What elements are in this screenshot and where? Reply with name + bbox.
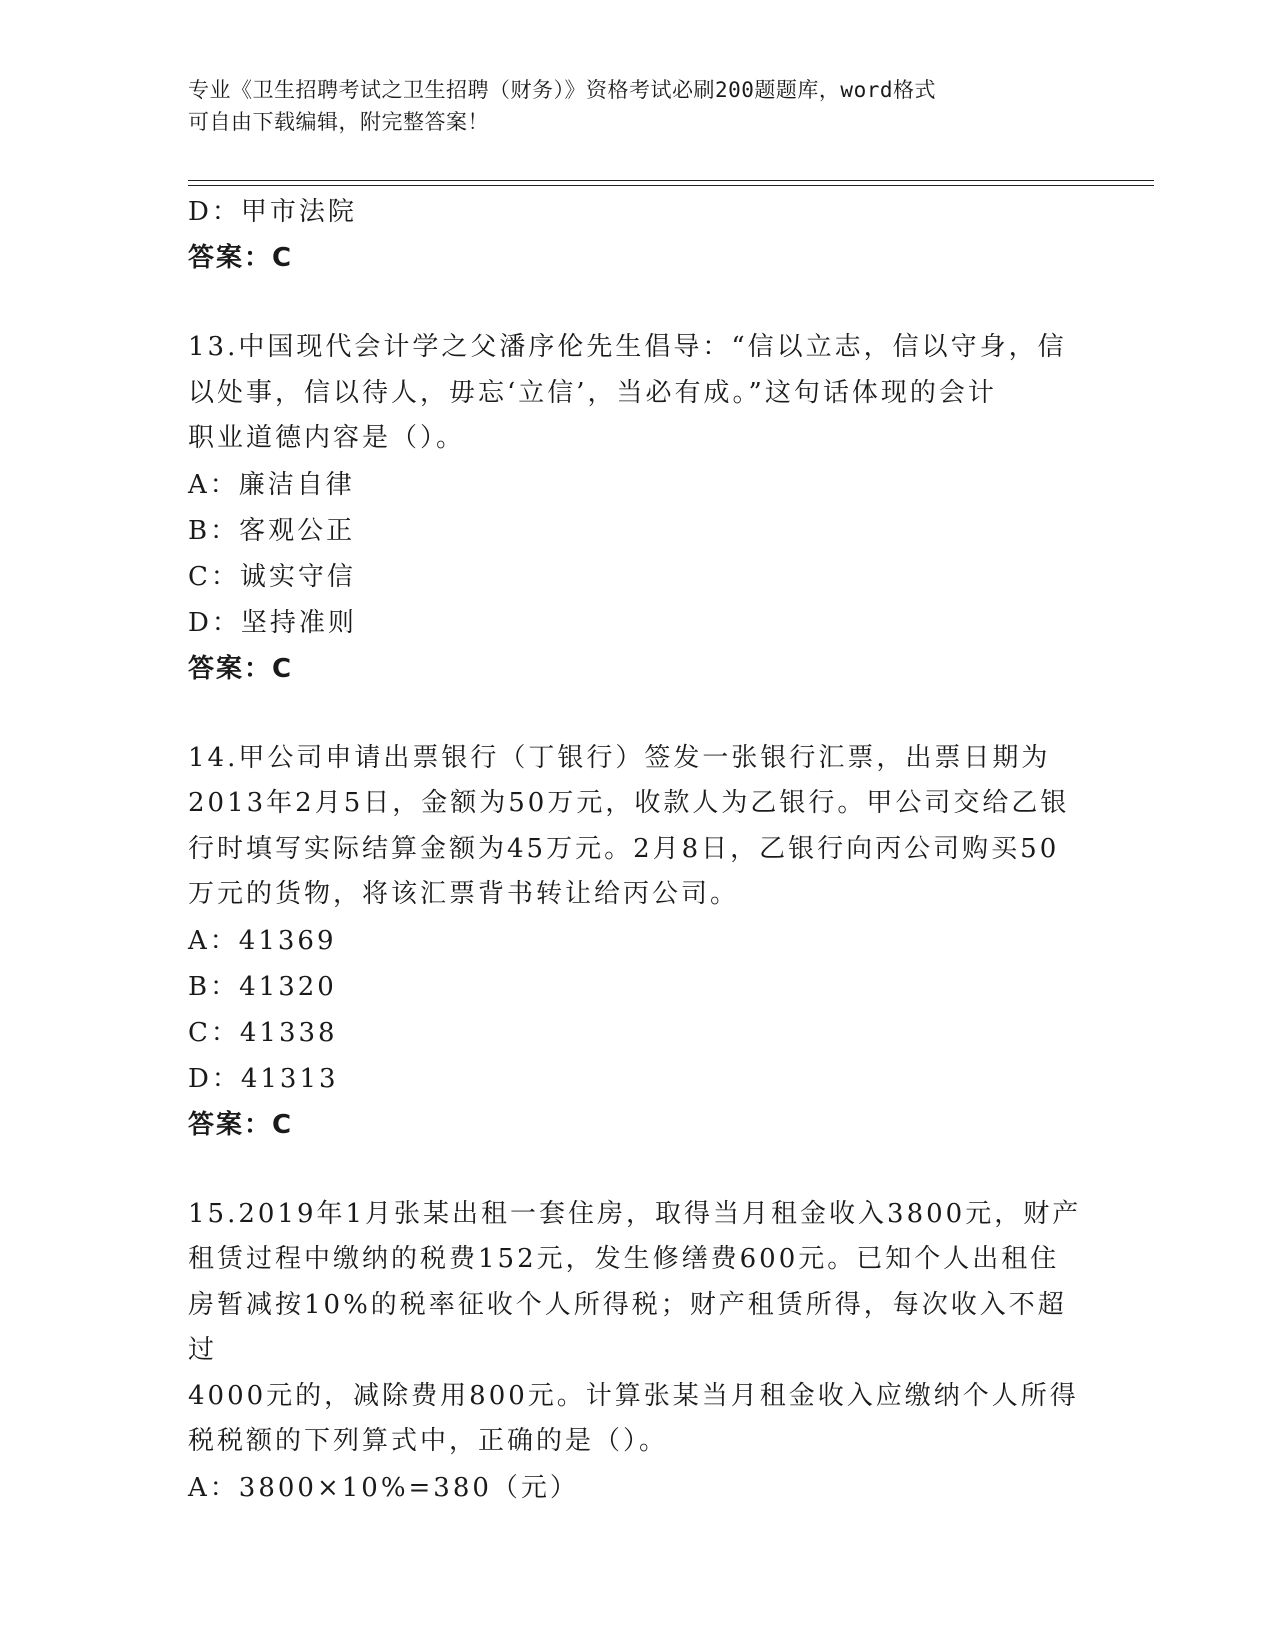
answer-line: 答案：C xyxy=(188,653,294,684)
question-line: 职业道德内容是（）。 xyxy=(188,423,466,453)
option-a: A：41369 xyxy=(188,925,337,956)
header-line-1: 专业《卫生招聘考试之卫生招聘（财务）》资格考试必刷200题题库，word格式 xyxy=(188,78,936,102)
option-c: C：诚实守信 xyxy=(188,561,356,592)
question-text xyxy=(188,736,1088,918)
question-text xyxy=(188,325,1088,462)
document-header xyxy=(188,74,1068,138)
header-rule-bottom xyxy=(188,185,1154,186)
question-line: 税税额的下列算式中，正确的是（）。 xyxy=(188,1426,669,1456)
question-line: 13.中国现代会计学之父潘序伦先生倡导：“信以立志，信以守身，信 xyxy=(188,332,1067,362)
question-13 xyxy=(188,325,1088,692)
question-text xyxy=(188,1192,1088,1465)
question-line: 2013年2月5日，金额为50万元，收款人为乙银行。甲公司交给乙银 xyxy=(188,788,1070,818)
question-line: 行时填写实际结算金额为45万元。2月8日，乙银行向丙公司购买50 xyxy=(188,833,1060,864)
question-14 xyxy=(188,736,1088,1148)
answer-line: 答案：C xyxy=(188,243,294,273)
question-line: 15.2019年1月张某出租一套住房，取得当月租金收入3800元，财产 xyxy=(188,1198,1082,1229)
option-d: D：41313 xyxy=(188,1063,339,1094)
option-a: A：廉洁自律 xyxy=(188,469,355,500)
document-body xyxy=(188,189,1088,1511)
question-line: 14.甲公司申请出票银行（丁银行）签发一张银行汇票，出票日期为 xyxy=(188,742,1051,773)
header-line-2: 可自由下载编辑，附完整答案！ xyxy=(188,110,489,134)
option-d: D：坚持准则 xyxy=(188,607,357,638)
prev-question xyxy=(188,189,1088,281)
option-a: A：3800×10%=380（元） xyxy=(188,1472,579,1503)
question-line: 4000元的，减除费用800元。计算张某当月租金收入应缴纳个人所得 xyxy=(188,1380,1079,1411)
option-b: B：客观公正 xyxy=(188,515,356,546)
question-line: 以处事，信以待人，毋忘‘立信’，当必有成。”这句话体现的会计 xyxy=(188,377,997,408)
question-15 xyxy=(188,1192,1088,1511)
option-d: D：甲市法院 xyxy=(188,197,357,227)
header-rule-top xyxy=(188,180,1154,181)
option-c: C：41338 xyxy=(188,1017,338,1048)
question-line: 租赁过程中缴纳的税费152元，发生修缮费600元。已知个人出租住 xyxy=(188,1244,1060,1274)
question-line: 万元的货物，将该汇票背书转让给丙公司。 xyxy=(188,879,740,909)
answer-line: 答案：C xyxy=(188,1109,294,1140)
question-line: 房暂减按10%的税率征收个人所得税；财产租赁所得，每次收入不超过 xyxy=(188,1289,1067,1365)
option-b: B：41320 xyxy=(188,971,337,1002)
